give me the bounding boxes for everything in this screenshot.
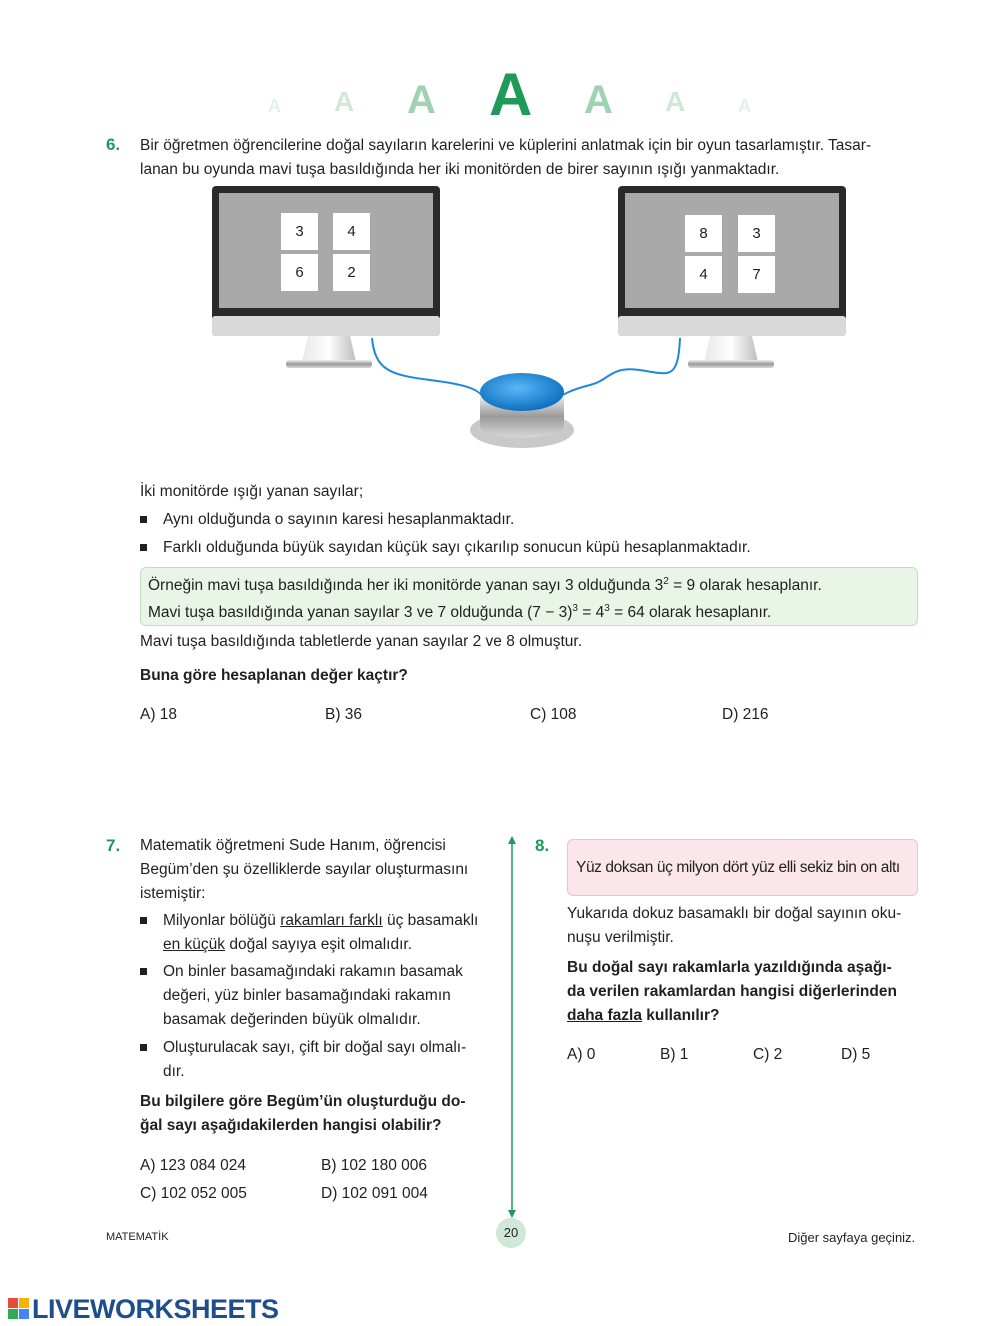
q8-option-b[interactable]: B) 1 bbox=[660, 1046, 689, 1063]
q7-question-l1: Bu bilgilere göre Begüm’ün oluşturduğu do- bbox=[140, 1093, 466, 1110]
left-monitor-chin bbox=[212, 316, 440, 336]
right-monitor-screen bbox=[625, 193, 839, 308]
q7-option-b[interactable]: B) 102 180 006 bbox=[321, 1157, 428, 1174]
q6-option-d[interactable]: D) 216 bbox=[722, 706, 769, 723]
left-monitor-tile: 3 bbox=[281, 213, 318, 250]
q6-option-b[interactable]: B) 36 bbox=[325, 706, 363, 723]
q8-option-d[interactable]: D) 5 bbox=[841, 1046, 871, 1063]
q7-bullet1-l2: en küçük doğal sayıya eşit olmalıdır. bbox=[163, 936, 413, 953]
liveworksheets-logo bbox=[8, 1295, 279, 1323]
q6-example2: Mavi tuşa basıldığında yanan sayılar 3 ve 7 olduğunda $(7 - 3)^3 = 4^3 = 64$ olarak hesaplanır. bbox=[148, 603, 772, 622]
logo-text: LIVEWORKSHEETS bbox=[32, 1293, 279, 1324]
q6-condition: Mavi tuşa basıldığında tabletlerde yanan sayılar 2 ve 8 olmuştur. bbox=[140, 633, 582, 650]
q7-bullet2-l2: değeri, yüz binler basamağındaki rakamın bbox=[163, 987, 451, 1004]
q6-option-c[interactable]: C) 108 bbox=[530, 706, 577, 723]
q7-option-a[interactable]: A) 123 084 024 bbox=[140, 1157, 247, 1174]
left-monitor-tile: 2 bbox=[333, 254, 370, 291]
q6-rule-intro: İki monitörde ışığı yanan sayılar; bbox=[140, 483, 364, 500]
q6-question: Buna göre hesaplanan değer kaçtır? bbox=[140, 667, 408, 684]
column-divider bbox=[504, 836, 520, 1218]
header-letter: A bbox=[489, 61, 533, 128]
q7-bullet3-l1: Oluşturulacak sayı, çift bir doğal sayı olmalı- bbox=[163, 1039, 467, 1056]
q6-example1: Örneğin mavi tuşa basıldığında her iki monitörde yanan sayı 3 olduğunda $3^2 = 9$ olarak hesaplanır. bbox=[148, 576, 822, 595]
q6-rule1: Aynı olduğunda o sayının karesi hesaplanmaktadır. bbox=[163, 511, 515, 528]
q7-bullet3-l2: dır. bbox=[163, 1063, 185, 1080]
right-monitor-tile: 7 bbox=[738, 256, 775, 293]
q7-option-d[interactable]: D) 102 091 004 bbox=[321, 1185, 428, 1202]
header-letter: A bbox=[665, 86, 686, 117]
q8-option-a[interactable]: A) 0 bbox=[567, 1046, 596, 1063]
footer-next-page: Diğer sayfaya geçiniz. bbox=[788, 1230, 916, 1245]
left-monitor-base bbox=[286, 360, 372, 368]
header-letter: A bbox=[334, 86, 355, 117]
right-monitor-tile: 8 bbox=[685, 215, 722, 252]
footer-subject: MATEMATİK bbox=[106, 1231, 169, 1243]
q7-intro-l1: Matematik öğretmeni Sude Hanım, öğrencisi bbox=[140, 837, 446, 854]
left-monitor-tile: 4 bbox=[333, 213, 370, 250]
left-monitor-stand bbox=[302, 336, 356, 362]
left-cable bbox=[372, 338, 485, 402]
header-letter: A bbox=[407, 78, 436, 122]
logo-squares-icon bbox=[8, 1298, 30, 1320]
bullet-icon bbox=[140, 516, 147, 523]
q8-option-c[interactable]: C) 2 bbox=[753, 1046, 783, 1063]
bullet-icon bbox=[140, 968, 147, 975]
q7-bullet1-l1: Milyonlar bölüğü rakamları farklı üç basamaklı bbox=[163, 912, 479, 929]
header-letter: A bbox=[584, 78, 613, 122]
blue-button bbox=[480, 373, 564, 411]
header-letter: A bbox=[268, 96, 281, 116]
q8-box-text: Yüz doksan üç milyon dört yüz elli sekiz bin on altı bbox=[576, 859, 900, 876]
q8-text-l2: nuşu verilmiştir. bbox=[567, 929, 674, 946]
q8-question-l1: Bu doğal sayı rakamlarla yazıldığında aşağı- bbox=[567, 959, 892, 976]
q8-text-l1: Yukarıda dokuz basamaklı bir doğal sayının oku- bbox=[567, 905, 902, 922]
left-monitor-tile: 6 bbox=[281, 254, 318, 291]
q7-option-c[interactable]: C) 102 052 005 bbox=[140, 1185, 247, 1202]
q7-bullet2-l3: basamak değerinden büyük olmalıdır. bbox=[163, 1011, 421, 1028]
q8-question-l3: daha fazla kullanılır? bbox=[567, 1007, 720, 1024]
q6-intro-line2: lanan bu oyunda mavi tuşa basıldığında her iki monitörden de birer sayının ışığı yanmaktadır. bbox=[140, 161, 780, 178]
q7-question-l2: ğal sayı aşağıdakilerden hangisi olabilir? bbox=[140, 1117, 442, 1134]
right-monitor-base bbox=[688, 360, 774, 368]
right-monitor-stand bbox=[704, 336, 758, 362]
question-8-number: 8. bbox=[535, 836, 550, 855]
q7-bullet2-l1: On binler basamağındaki rakamın basamak bbox=[163, 963, 463, 980]
bullet-icon bbox=[140, 917, 147, 924]
left-monitor-screen bbox=[219, 193, 433, 308]
q6-rule2: Farklı olduğunda büyük sayıdan küçük sayı çıkarılıp sonucun küpü hesaplanmaktadır. bbox=[163, 539, 751, 556]
question-6-number: 6. bbox=[106, 135, 121, 154]
right-cable bbox=[555, 338, 680, 400]
right-monitor-chin bbox=[618, 316, 846, 336]
right-monitor-tile: 3 bbox=[738, 215, 775, 252]
q8-question-l2: da verilen rakamlardan hangisi diğerlerinden bbox=[567, 983, 897, 1000]
header-letter: A bbox=[738, 96, 751, 116]
bullet-icon bbox=[140, 1044, 147, 1051]
question-7-number: 7. bbox=[106, 836, 121, 855]
q6-option-a[interactable]: A) 18 bbox=[140, 706, 178, 723]
bullet-icon bbox=[140, 544, 147, 551]
q6-intro-line1: Bir öğretmen öğrencilerine doğal sayıların karelerini ve küplerini anlatmak için bir oyun tasarlamıştır. Tasar- bbox=[140, 137, 872, 154]
page-number: 20 bbox=[503, 1225, 519, 1240]
q7-intro-l2: Begüm’den şu özelliklerde sayılar oluşturmasını bbox=[140, 861, 469, 878]
q7-intro-l3: istemiştir: bbox=[140, 885, 206, 902]
right-monitor-tile: 4 bbox=[685, 256, 722, 293]
